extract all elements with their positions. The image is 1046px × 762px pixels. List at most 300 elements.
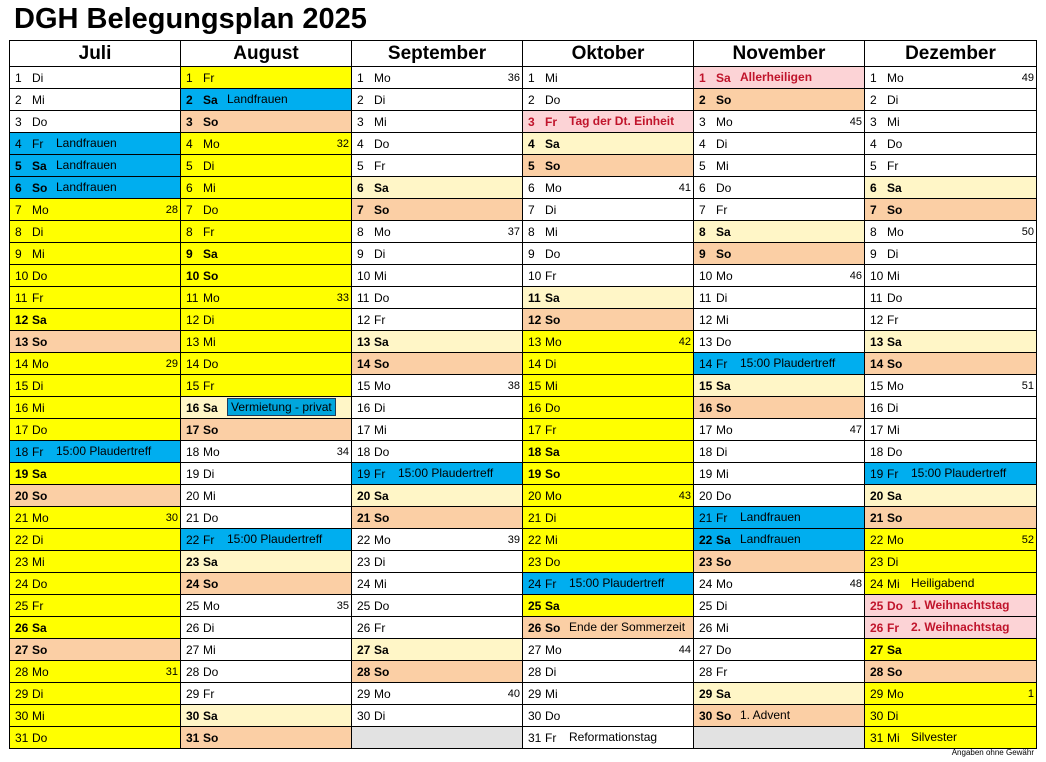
weekday: Mo — [716, 115, 733, 129]
day-cell[interactable] — [865, 221, 1037, 243]
day-number: 23 — [870, 555, 884, 569]
weekday: Mo — [887, 71, 904, 85]
day-cell[interactable] — [181, 287, 352, 309]
day-cell[interactable] — [694, 221, 865, 243]
day-cell[interactable] — [523, 133, 694, 155]
day-cell[interactable] — [523, 67, 694, 89]
day-cell[interactable] — [694, 111, 865, 133]
weekday: Mi — [203, 181, 216, 195]
day-cell[interactable] — [10, 287, 181, 309]
weekday: So — [32, 643, 48, 657]
calendar-week-number: 33 — [336, 292, 349, 304]
weekday: Do — [203, 357, 219, 371]
day-cell[interactable] — [523, 529, 694, 551]
weekday: Do — [374, 137, 390, 151]
day-cell[interactable] — [694, 705, 865, 727]
day-cell[interactable] — [352, 111, 523, 133]
weekday: Mo — [545, 643, 562, 657]
day-number: 20 — [870, 489, 884, 503]
day-cell[interactable] — [352, 595, 523, 617]
day-cell[interactable] — [10, 265, 181, 287]
day-cell[interactable] — [523, 243, 694, 265]
day-cell[interactable] — [10, 111, 181, 133]
weekday: Di — [545, 357, 557, 371]
day-cell[interactable] — [352, 287, 523, 309]
day-cell[interactable] — [865, 529, 1037, 551]
day-number: 22 — [357, 533, 371, 547]
weekday: Mo — [887, 533, 904, 547]
day-number: 30 — [186, 709, 200, 723]
day-cell[interactable] — [865, 683, 1037, 705]
day-cell[interactable] — [694, 573, 865, 595]
weekday: Mi — [203, 489, 216, 503]
weekday: Mo — [716, 269, 733, 283]
day-cell[interactable] — [181, 67, 352, 89]
day-cell[interactable] — [352, 331, 523, 353]
day-cell[interactable] — [10, 463, 181, 485]
day-cell[interactable] — [181, 309, 352, 331]
day-number: 23 — [528, 555, 542, 569]
day-cell[interactable] — [694, 331, 865, 353]
day-number: 30 — [528, 709, 542, 723]
day-cell[interactable] — [694, 485, 865, 507]
day-number: 12 — [186, 313, 200, 327]
weekday: Sa — [32, 313, 47, 327]
day-cell[interactable] — [523, 705, 694, 727]
day-number: 12 — [528, 313, 542, 327]
day-cell[interactable] — [10, 133, 181, 155]
day-number: 12 — [870, 313, 884, 327]
day-cell[interactable] — [352, 353, 523, 375]
day-cell[interactable] — [181, 221, 352, 243]
day-cell[interactable] — [865, 397, 1037, 419]
weekday: Do — [716, 335, 732, 349]
day-cell[interactable] — [694, 507, 865, 529]
day-cell[interactable] — [352, 221, 523, 243]
day-cell[interactable] — [865, 155, 1037, 177]
day-cell[interactable] — [865, 353, 1037, 375]
day-cell[interactable] — [352, 463, 523, 485]
day-cell[interactable] — [694, 595, 865, 617]
day-cell[interactable] — [694, 309, 865, 331]
day-cell[interactable] — [10, 441, 181, 463]
day-cell[interactable] — [181, 441, 352, 463]
day-cell[interactable] — [10, 573, 181, 595]
day-cell[interactable] — [181, 265, 352, 287]
day-cell[interactable] — [865, 331, 1037, 353]
day-number: 3 — [15, 115, 22, 129]
day-cell[interactable] — [181, 331, 352, 353]
day-number: 22 — [699, 533, 713, 547]
day-number: 7 — [15, 203, 22, 217]
day-cell[interactable] — [10, 419, 181, 441]
weekday: Fr — [203, 225, 215, 239]
calendar-week-number: 37 — [507, 226, 520, 238]
day-number: 20 — [699, 489, 713, 503]
day-number: 15 — [186, 379, 200, 393]
day-cell[interactable] — [181, 485, 352, 507]
weekday: Di — [887, 247, 899, 261]
day-cell[interactable] — [352, 265, 523, 287]
day-number: 11 — [186, 291, 199, 305]
day-cell[interactable] — [10, 155, 181, 177]
day-cell[interactable] — [523, 265, 694, 287]
day-number: 31 — [15, 731, 29, 745]
day-cell[interactable] — [352, 573, 523, 595]
day-cell[interactable] — [10, 727, 181, 749]
day-cell[interactable] — [10, 67, 181, 89]
weekday: Di — [32, 379, 44, 393]
day-cell[interactable] — [181, 573, 352, 595]
day-cell[interactable] — [352, 309, 523, 331]
weekday: Do — [374, 445, 390, 459]
day-cell[interactable] — [352, 375, 523, 397]
day-cell[interactable] — [10, 529, 181, 551]
day-cell[interactable] — [352, 243, 523, 265]
day-number: 11 — [870, 291, 883, 305]
weekday: Mo — [716, 423, 733, 437]
day-cell[interactable] — [181, 111, 352, 133]
day-cell[interactable] — [865, 617, 1037, 639]
day-cell[interactable] — [694, 199, 865, 221]
day-cell[interactable] — [694, 265, 865, 287]
day-cell[interactable] — [523, 507, 694, 529]
weekday: Sa — [545, 291, 560, 305]
day-cell[interactable] — [694, 397, 865, 419]
day-cell[interactable] — [865, 507, 1037, 529]
day-cell[interactable] — [523, 309, 694, 331]
day-cell[interactable] — [523, 485, 694, 507]
day-cell[interactable] — [523, 639, 694, 661]
day-cell[interactable] — [181, 397, 352, 419]
day-cell[interactable] — [181, 199, 352, 221]
weekday: Sa — [716, 687, 731, 701]
calendar-week-number: 49 — [1021, 72, 1034, 84]
day-cell[interactable] — [10, 617, 181, 639]
day-cell[interactable] — [865, 133, 1037, 155]
day-cell[interactable] — [694, 287, 865, 309]
day-number: 11 — [15, 291, 28, 305]
day-cell[interactable] — [865, 309, 1037, 331]
day-number: 29 — [699, 687, 713, 701]
day-cell[interactable] — [523, 573, 694, 595]
weekday: So — [545, 159, 561, 173]
day-number: 7 — [528, 203, 535, 217]
day-cell[interactable] — [865, 177, 1037, 199]
day-cell[interactable] — [181, 529, 352, 551]
weekday: Di — [887, 93, 899, 107]
day-number: 22 — [528, 533, 542, 547]
day-number: 1 — [528, 71, 535, 85]
day-cell[interactable] — [865, 419, 1037, 441]
day-cell[interactable] — [523, 617, 694, 639]
day-cell[interactable] — [181, 683, 352, 705]
day-cell[interactable] — [181, 133, 352, 155]
day-cell[interactable] — [694, 243, 865, 265]
day-cell[interactable] — [181, 661, 352, 683]
weekday: Di — [716, 599, 728, 613]
day-cell[interactable] — [523, 375, 694, 397]
day-cell[interactable] — [523, 727, 694, 749]
day-cell[interactable] — [10, 595, 181, 617]
day-cell[interactable] — [10, 221, 181, 243]
day-cell[interactable] — [865, 485, 1037, 507]
weekday: Do — [716, 181, 732, 195]
month-column-august — [181, 41, 352, 749]
day-cell[interactable] — [523, 287, 694, 309]
day-cell[interactable] — [523, 111, 694, 133]
day-cell[interactable] — [523, 397, 694, 419]
day-cell[interactable] — [352, 67, 523, 89]
weekday: So — [887, 665, 903, 679]
day-cell[interactable] — [694, 529, 865, 551]
day-number: 23 — [15, 555, 29, 569]
day-cell[interactable] — [10, 683, 181, 705]
day-cell[interactable] — [352, 529, 523, 551]
day-cell[interactable] — [181, 639, 352, 661]
day-cell[interactable] — [10, 639, 181, 661]
day-cell[interactable] — [865, 287, 1037, 309]
day-number: 17 — [699, 423, 713, 437]
day-number: 6 — [699, 181, 706, 195]
day-number: 6 — [528, 181, 535, 195]
weekday: Di — [545, 511, 557, 525]
day-number: 25 — [528, 599, 542, 613]
day-cell[interactable] — [181, 705, 352, 727]
weekday: Do — [545, 247, 561, 261]
month-header: Juli — [10, 41, 181, 67]
weekday: Sa — [32, 467, 47, 481]
day-cell[interactable] — [10, 177, 181, 199]
day-number: 14 — [357, 357, 371, 371]
day-cell[interactable] — [865, 639, 1037, 661]
event-label: 1. Advent — [740, 708, 791, 722]
day-number: 12 — [357, 313, 371, 327]
event-label: 15:00 Plaudertreff — [56, 444, 152, 458]
day-cell[interactable] — [694, 89, 865, 111]
day-cell[interactable] — [694, 375, 865, 397]
day-cell[interactable] — [352, 397, 523, 419]
day-cell[interactable] — [352, 617, 523, 639]
weekday: Mo — [32, 203, 49, 217]
day-cell[interactable] — [865, 551, 1037, 573]
day-cell[interactable] — [523, 683, 694, 705]
day-number: 29 — [186, 687, 200, 701]
day-cell[interactable] — [865, 199, 1037, 221]
weekday: Mi — [374, 423, 387, 437]
weekday: Sa — [374, 181, 389, 195]
day-cell[interactable] — [10, 331, 181, 353]
day-cell[interactable] — [352, 133, 523, 155]
day-number: 3 — [357, 115, 364, 129]
day-cell[interactable] — [694, 617, 865, 639]
empty-day-cell[interactable] — [694, 727, 865, 749]
weekday: Do — [203, 203, 219, 217]
day-cell[interactable] — [181, 155, 352, 177]
calendar-week-number: 35 — [336, 600, 349, 612]
day-cell[interactable] — [352, 419, 523, 441]
event-label: 2. Weihnachtstag — [911, 620, 1010, 634]
weekday: Fr — [716, 357, 728, 371]
day-cell[interactable] — [352, 177, 523, 199]
weekday: Di — [545, 665, 557, 679]
calendar-week-number: 48 — [849, 578, 862, 590]
day-cell[interactable] — [865, 705, 1037, 727]
day-number: 18 — [699, 445, 713, 459]
day-number: 26 — [186, 621, 200, 635]
day-cell[interactable] — [523, 353, 694, 375]
weekday: Mi — [545, 225, 558, 239]
day-cell[interactable] — [181, 727, 352, 749]
day-cell[interactable] — [865, 375, 1037, 397]
day-cell[interactable] — [352, 507, 523, 529]
day-number: 28 — [15, 665, 29, 679]
day-cell[interactable] — [10, 661, 181, 683]
event-label: 15:00 Plaudertreff — [398, 466, 494, 480]
day-number: 4 — [870, 137, 877, 151]
day-cell[interactable] — [181, 419, 352, 441]
weekday: Do — [887, 445, 903, 459]
day-cell[interactable] — [10, 309, 181, 331]
day-cell[interactable] — [10, 199, 181, 221]
month-column-oktober — [523, 41, 694, 749]
day-cell[interactable] — [865, 243, 1037, 265]
day-cell[interactable] — [694, 639, 865, 661]
day-cell[interactable] — [694, 67, 865, 89]
day-cell[interactable] — [352, 89, 523, 111]
day-cell[interactable] — [523, 661, 694, 683]
day-cell[interactable] — [352, 661, 523, 683]
day-cell[interactable] — [10, 243, 181, 265]
day-cell[interactable] — [10, 375, 181, 397]
day-number: 6 — [186, 181, 193, 195]
day-cell[interactable] — [694, 133, 865, 155]
day-cell[interactable] — [352, 639, 523, 661]
day-cell[interactable] — [181, 595, 352, 617]
day-cell[interactable] — [10, 353, 181, 375]
day-cell[interactable] — [10, 397, 181, 419]
day-cell[interactable] — [694, 551, 865, 573]
day-cell[interactable] — [694, 177, 865, 199]
weekday: Di — [32, 225, 44, 239]
month-header: November — [694, 41, 865, 67]
day-cell[interactable] — [523, 419, 694, 441]
day-cell[interactable] — [181, 617, 352, 639]
day-cell[interactable] — [865, 573, 1037, 595]
weekday: Mi — [32, 247, 45, 261]
day-cell[interactable] — [523, 551, 694, 573]
day-cell[interactable] — [352, 551, 523, 573]
event-label: Silvester — [911, 730, 958, 744]
day-cell[interactable] — [352, 155, 523, 177]
day-cell[interactable] — [523, 595, 694, 617]
day-cell[interactable] — [181, 375, 352, 397]
day-cell[interactable] — [523, 331, 694, 353]
day-cell[interactable] — [523, 441, 694, 463]
day-cell[interactable] — [352, 705, 523, 727]
day-number: 14 — [186, 357, 200, 371]
weekday: Fr — [203, 687, 215, 701]
day-number: 19 — [186, 467, 200, 481]
day-cell[interactable] — [181, 89, 352, 111]
day-cell[interactable] — [523, 177, 694, 199]
weekday: Do — [32, 577, 48, 591]
day-cell[interactable] — [523, 155, 694, 177]
day-number: 15 — [528, 379, 542, 393]
day-cell[interactable] — [181, 243, 352, 265]
weekday: Di — [374, 401, 386, 415]
day-cell[interactable] — [865, 727, 1037, 749]
day-cell[interactable] — [865, 265, 1037, 287]
day-cell[interactable] — [10, 485, 181, 507]
weekday: So — [887, 511, 903, 525]
day-number: 2 — [357, 93, 364, 107]
day-cell[interactable] — [694, 683, 865, 705]
day-cell[interactable] — [694, 463, 865, 485]
day-cell[interactable] — [865, 595, 1037, 617]
day-cell[interactable] — [181, 177, 352, 199]
day-cell[interactable] — [181, 507, 352, 529]
day-cell[interactable] — [352, 199, 523, 221]
day-cell[interactable] — [523, 463, 694, 485]
day-cell[interactable] — [694, 353, 865, 375]
day-cell[interactable] — [865, 67, 1037, 89]
day-number: 4 — [528, 137, 535, 151]
day-cell[interactable] — [10, 705, 181, 727]
day-cell[interactable] — [865, 111, 1037, 133]
day-number: 18 — [528, 445, 542, 459]
weekday: Di — [716, 291, 728, 305]
day-cell[interactable] — [523, 89, 694, 111]
day-cell[interactable] — [865, 661, 1037, 683]
day-cell[interactable] — [181, 463, 352, 485]
day-cell[interactable] — [352, 683, 523, 705]
day-number: 29 — [15, 687, 29, 701]
day-cell[interactable] — [352, 485, 523, 507]
day-cell[interactable] — [694, 661, 865, 683]
day-cell[interactable] — [10, 551, 181, 573]
day-cell[interactable] — [865, 463, 1037, 485]
day-number: 15 — [15, 379, 29, 393]
day-cell[interactable] — [181, 551, 352, 573]
day-cell[interactable] — [865, 441, 1037, 463]
day-cell[interactable] — [10, 89, 181, 111]
day-number: 16 — [186, 401, 200, 415]
day-cell[interactable] — [694, 419, 865, 441]
event-label: Vermietung - privat — [227, 398, 336, 416]
weekday: Fr — [32, 445, 44, 459]
day-cell[interactable] — [694, 441, 865, 463]
weekday: Di — [887, 555, 899, 569]
event-label: Landfrauen — [740, 532, 801, 546]
day-cell[interactable] — [352, 441, 523, 463]
empty-day-cell[interactable] — [352, 727, 523, 749]
day-number: 17 — [15, 423, 29, 437]
day-cell[interactable] — [523, 221, 694, 243]
weekday: Mi — [32, 709, 45, 723]
day-number: 3 — [528, 115, 535, 129]
day-cell[interactable] — [694, 155, 865, 177]
month-header: September — [352, 41, 523, 67]
weekday: Fr — [374, 159, 386, 173]
day-cell[interactable] — [181, 353, 352, 375]
calendar-week-number: 50 — [1021, 226, 1034, 238]
day-cell[interactable] — [523, 199, 694, 221]
calendar-week-number: 30 — [165, 512, 178, 524]
weekday: So — [716, 93, 732, 107]
day-cell[interactable] — [10, 507, 181, 529]
day-cell[interactable] — [865, 89, 1037, 111]
